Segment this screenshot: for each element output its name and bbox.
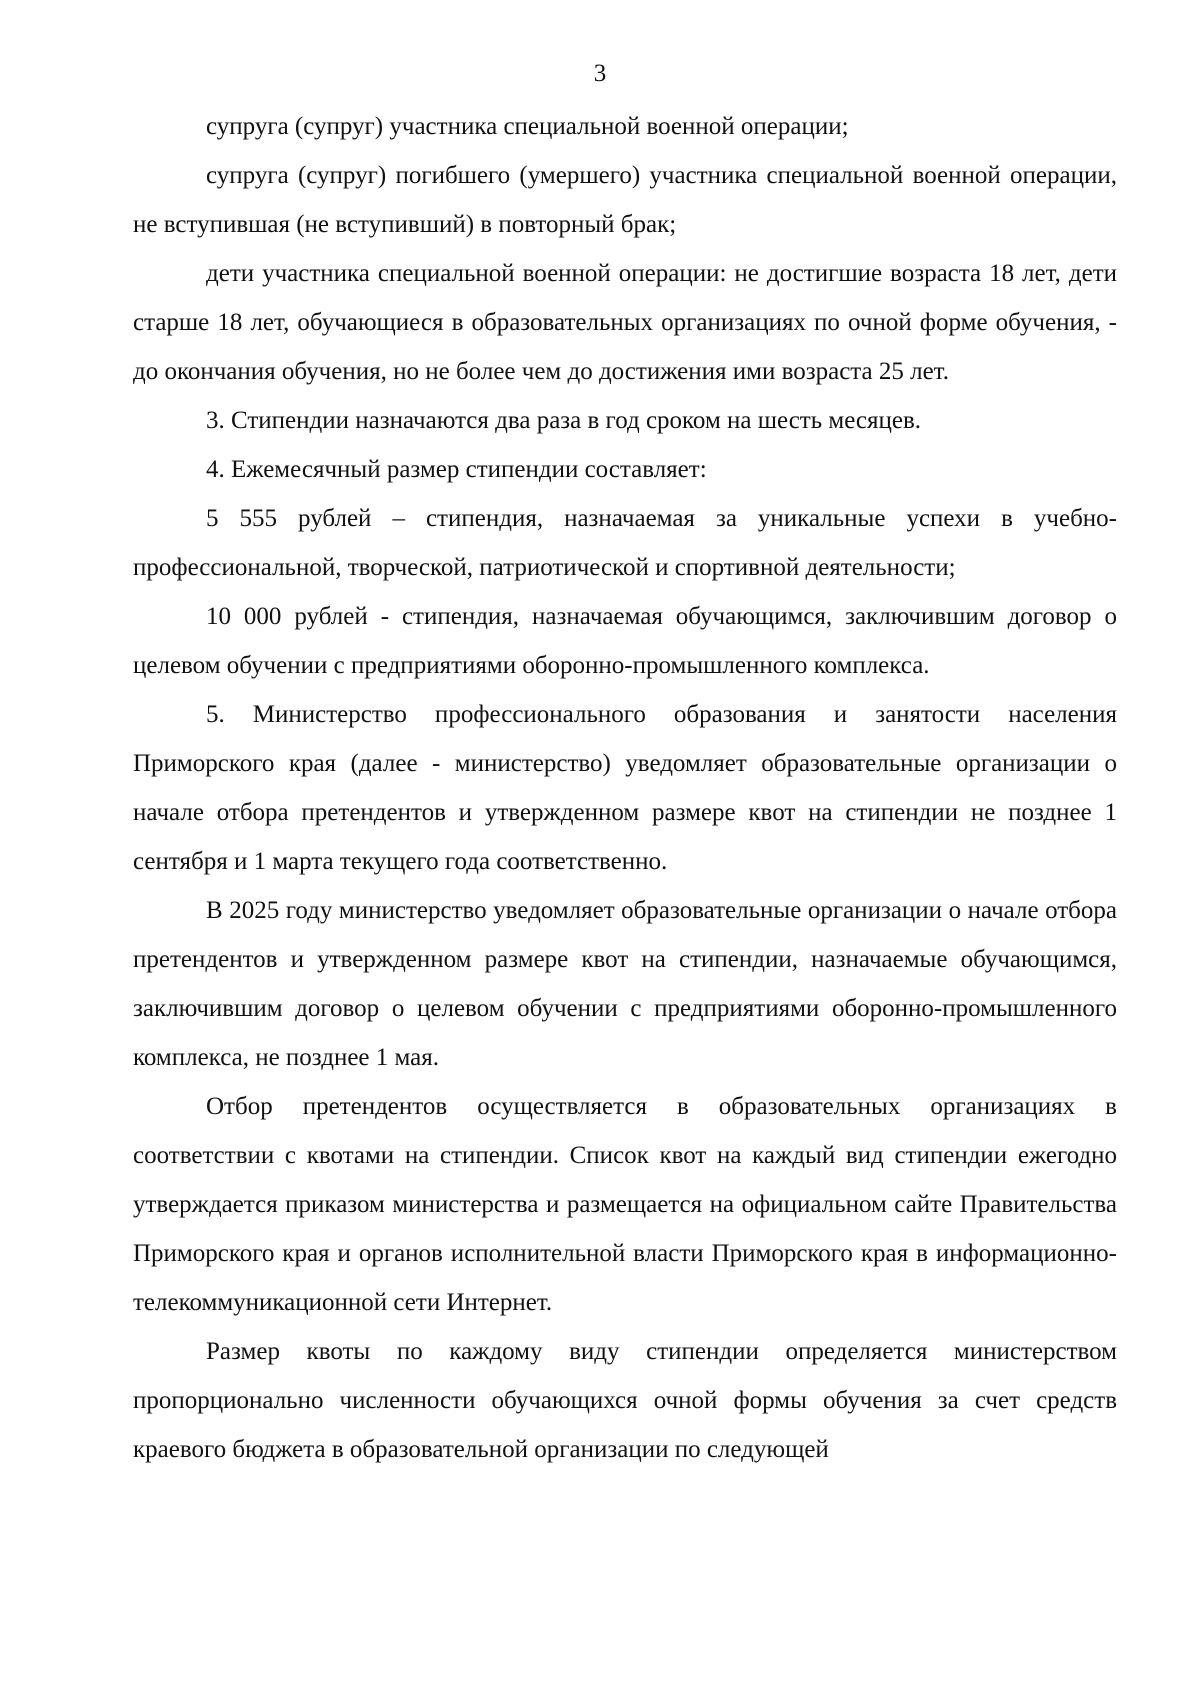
paragraph-stipend-10000: 10 000 рублей - стипендия, назначаемая обучающимся, заключившим договор о целевом обучении с предприятиями оборонно-промышленного комплекса. bbox=[133, 603, 1117, 679]
paragraph-spouse-deceased: супруга (супруг) погибшего (умершего) участника специальной военной операции, не вступившая (не вступивший) в повторный брак; bbox=[133, 162, 1117, 238]
paragraph-selection: Отбор претендентов осуществляется в образовательных организациях в соответствии с квотами на стипендии. Список квот на каждый вид стипендии ежегодно утверждается приказом министерства и размещается на официальном сайте Правительства Приморского края и органов исполнительной власти Приморского края в информационно-телекоммуникационной сети Интернет. bbox=[133, 1093, 1117, 1316]
paragraph-2025: В 2025 году министерство уведомляет образовательные организации о начале отбора претендентов и утвержденном размере квот на стипендии, назначаемые обучающимся, заключившим договор о целевом обучении с предприятиями оборонно-промышленного комплекса, не позднее 1 мая. bbox=[133, 897, 1117, 1071]
document-body bbox=[133, 102, 1117, 1474]
page-number: 3 bbox=[593, 60, 607, 87]
paragraph-stipend-5555: 5 555 рублей – стипендия, назначаемая за уникальные успехи в учебно-профессиональной, творческой, патриотической и спортивной деятельности; bbox=[133, 505, 1117, 581]
paragraph-spouse: супруга (супруг) участника специальной военной операции; bbox=[206, 113, 849, 140]
paragraph-item-5: 5. Министерство профессионального образования и занятости населения Приморского края (далее - министерство) уведомляет образовательные организации о начале отбора претендентов и утвержденном размере квот на стипендии не позднее 1 сентября и 1 марта текущего года соответственно. bbox=[133, 701, 1117, 875]
paragraph-children: дети участника специальной военной операции: не достигшие возраста 18 лет, дети старше 18 лет, обучающиеся в образовательных организациях по очной форме обучения, - до окончания обучения, но не более чем до достижения ими возраста 25 лет. bbox=[133, 260, 1117, 385]
paragraph-item-3: 3. Стипендии назначаются два раза в год сроком на шесть месяцев. bbox=[206, 407, 922, 434]
paragraph-item-4: 4. Ежемесячный размер стипендии составляет: bbox=[206, 456, 707, 483]
paragraph-quota-size: Размер квоты по каждому виду стипендии определяется министерством пропорционально численности обучающихся очной формы обучения за счет средств краевого бюджета в образовательной организации по следующей bbox=[133, 1338, 1117, 1463]
